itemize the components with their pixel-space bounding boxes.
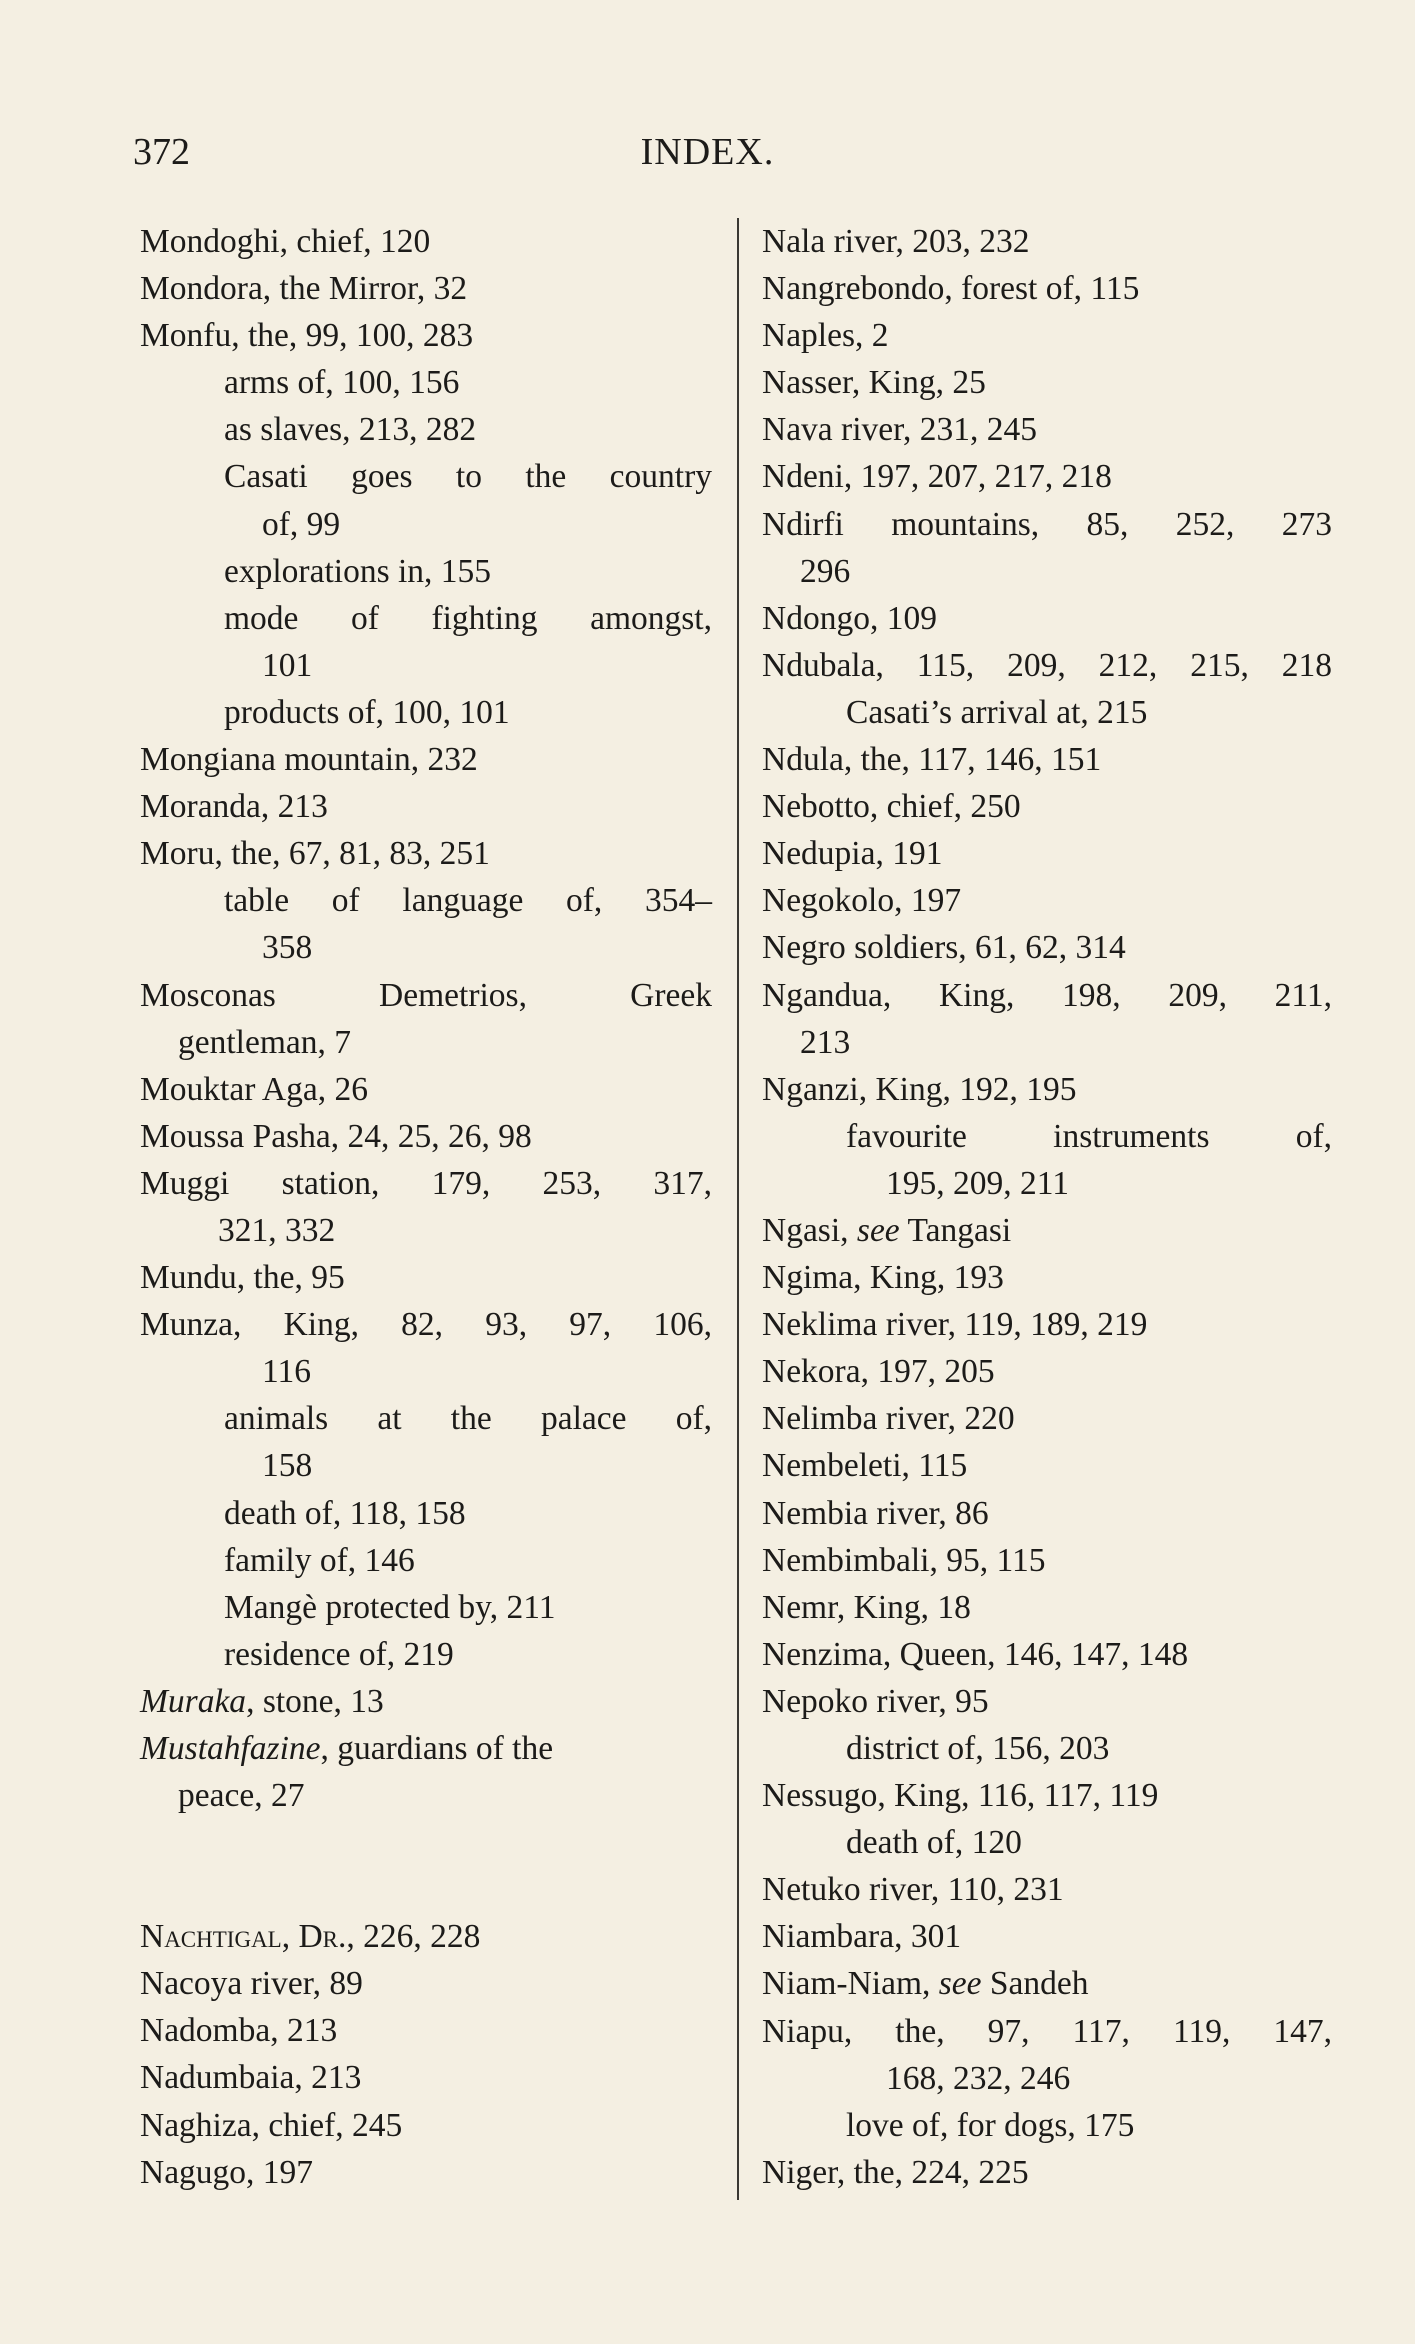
index-entry-continuation: 213 <box>800 1023 851 1061</box>
index-entry-text: , 226, 228 <box>346 1918 481 1956</box>
index-subentry: death of, 118, 158 <box>224 1494 466 1532</box>
index-entry: Naghiza, chief, 245 <box>140 2106 403 2144</box>
index-subentry: animals at the palace of, <box>224 1400 712 1438</box>
index-entry: Ndeni, 197, 207, 217, 218 <box>762 458 1112 496</box>
index-entry: Nekora, 197, 205 <box>762 1353 995 1391</box>
index-entry: Nessugo, King, 116, 117, 119 <box>762 1777 1159 1815</box>
index-subentry: Casati goes to the country <box>224 458 712 496</box>
index-entry: Ndubala, 115, 209, 212, 215, 218 <box>762 646 1332 684</box>
index-subentry-continuation: of, 99 <box>262 505 341 543</box>
index-entry: Mundu, the, 95 <box>140 1259 345 1297</box>
index-entry: Nacoya river, 89 <box>140 1965 363 2003</box>
index-entry: Ngima, King, 193 <box>762 1259 1004 1297</box>
index-entry: Naples, 2 <box>762 317 889 355</box>
index-entry <box>140 1678 712 1725</box>
index-subentry: love of, for dogs, 175 <box>846 2106 1135 2144</box>
index-entry: Nasser, King, 25 <box>762 364 986 402</box>
index-subentry: arms of, 100, 156 <box>224 364 460 402</box>
index-entry: Nava river, 231, 245 <box>762 411 1037 449</box>
index-term-italic: Muraka <box>140 1682 247 1720</box>
index-entry: Ngandua, King, 198, 209, 211, <box>762 976 1332 1014</box>
index-subentry-continuation: 158 <box>262 1447 313 1485</box>
index-entry: Negro soldiers, 61, 62, 314 <box>762 929 1126 967</box>
index-entry-continuation: peace, 27 <box>178 1777 305 1815</box>
index-entry: Negokolo, 197 <box>762 882 962 920</box>
index-entry: Moru, the, 67, 81, 83, 251 <box>140 835 490 873</box>
index-entry: Ndirfi mountains, 85, 252, 273 <box>762 505 1332 543</box>
index-entry-continuation: 321, 332 <box>218 1211 336 1249</box>
index-entry: Ndongo, 109 <box>762 599 937 637</box>
column-divider <box>737 218 739 2200</box>
index-entry: Nepoko river, 95 <box>762 1682 989 1720</box>
index-entry-text: Ngasi, <box>762 1211 857 1249</box>
index-entry-text: Niam-Niam, <box>762 1965 939 2003</box>
index-subentry: table of language of, 354– <box>224 882 712 920</box>
index-entry-text: , guardians of the <box>320 1730 554 1767</box>
index-entry: Niapu, the, 97, 117, 119, 147, <box>762 2012 1332 2050</box>
index-entry: Nadumbaia, 213 <box>140 2059 362 2097</box>
index-entry <box>140 1913 712 1960</box>
index-entry: Ndula, the, 117, 146, 151 <box>762 741 1102 779</box>
index-entry: Munza, King, 82, 93, 97, 106, <box>140 1306 712 1344</box>
index-column-left <box>140 218 712 2196</box>
index-subentry: explorations in, 155 <box>224 552 492 590</box>
index-entry <box>762 1960 1332 2007</box>
index-subentry-continuation: 195, 209, 211 <box>886 1164 1070 1202</box>
index-entry: Netuko river, 110, 231 <box>762 1871 1064 1909</box>
index-entry: Niger, the, 224, 225 <box>762 2153 1029 2191</box>
index-subentry: mode of fighting amongst, <box>224 599 712 637</box>
index-entry: Mondoghi, chief, 120 <box>140 223 431 260</box>
index-subentry: products of, 100, 101 <box>224 693 510 731</box>
index-entry: Nelimba river, 220 <box>762 1400 1015 1438</box>
index-entry: Moranda, 213 <box>140 788 328 826</box>
index-term-small-caps: Nachtigal, Dr. <box>140 1918 347 1956</box>
section-gap <box>140 1819 712 1913</box>
index-entry: Nagugo, 197 <box>140 2153 314 2191</box>
index-entry: Neklima river, 119, 189, 219 <box>762 1306 1148 1344</box>
running-head: INDEX. <box>640 131 775 173</box>
index-entry-text: Sandeh <box>981 1965 1089 2003</box>
index-subentry: death of, 120 <box>846 1824 1022 1862</box>
index-entry: Nenzima, Queen, 146, 147, 148 <box>762 1635 1189 1673</box>
index-entry: Nembimbali, 95, 115 <box>762 1541 1046 1579</box>
index-entry: Nangrebondo, forest of, 115 <box>762 270 1140 308</box>
index-subentry: Mangè protected by, 211 <box>224 1588 556 1626</box>
index-subentry: Casati’s arrival at, 215 <box>846 693 1148 731</box>
index-entry-text: Tangasi <box>899 1211 1012 1249</box>
index-see-italic: see <box>938 1965 982 2003</box>
index-entry: Nadomba, 213 <box>140 2012 338 2050</box>
index-entry: Mondora, the Mirror, 32 <box>140 270 468 308</box>
index-entry-continuation: 296 <box>800 552 851 590</box>
index-entry: Nemr, King, 18 <box>762 1588 971 1626</box>
index-subentry: residence of, 219 <box>224 1635 454 1673</box>
index-entry: Niambara, 301 <box>762 1918 962 1956</box>
index-entry: Mosconas Demetrios, Greek <box>140 976 712 1014</box>
index-entry-continuation: 168, 232, 246 <box>886 2059 1071 2097</box>
index-subentry: district of, 156, 203 <box>846 1730 1110 1767</box>
index-entry <box>762 1207 1332 1254</box>
index-subentry-continuation: 358 <box>262 929 313 967</box>
index-column-right <box>762 218 1332 2196</box>
index-entry: Nebotto, chief, 250 <box>762 788 1021 826</box>
index-entry-continuation: 116 <box>262 1353 312 1391</box>
index-entry: Muggi station, 179, 253, 317, <box>140 1164 712 1202</box>
index-entry: Mouktar Aga, 26 <box>140 1070 368 1108</box>
index-entry: Monfu, the, 99, 100, 283 <box>140 317 474 355</box>
index-entry <box>140 1725 712 1772</box>
index-entry: Nganzi, King, 192, 195 <box>762 1070 1077 1108</box>
index-entry: Moussa Pasha, 24, 25, 26, 98 <box>140 1117 532 1155</box>
index-subentry: family of, 146 <box>224 1541 415 1579</box>
index-term-italic: Mustahfazine <box>140 1730 321 1767</box>
index-entry: Nedupia, 191 <box>762 835 943 873</box>
page-number: 372 <box>133 131 190 173</box>
index-entry: Nala river, 203, 232 <box>762 223 1030 260</box>
index-entry-text: , stone, 13 <box>246 1682 384 1720</box>
index-subentry: as slaves, 213, 282 <box>224 411 477 449</box>
index-entry-continuation: gentleman, 7 <box>178 1023 352 1061</box>
index-see-italic: see <box>856 1211 900 1249</box>
index-entry: Mongiana mountain, 232 <box>140 741 478 779</box>
index-subentry-continuation: 101 <box>262 646 313 684</box>
index-subentry: favourite instruments of, <box>846 1117 1332 1155</box>
index-entry: Nembia river, 86 <box>762 1494 989 1532</box>
index-entry: Nembeleti, 115 <box>762 1447 968 1485</box>
